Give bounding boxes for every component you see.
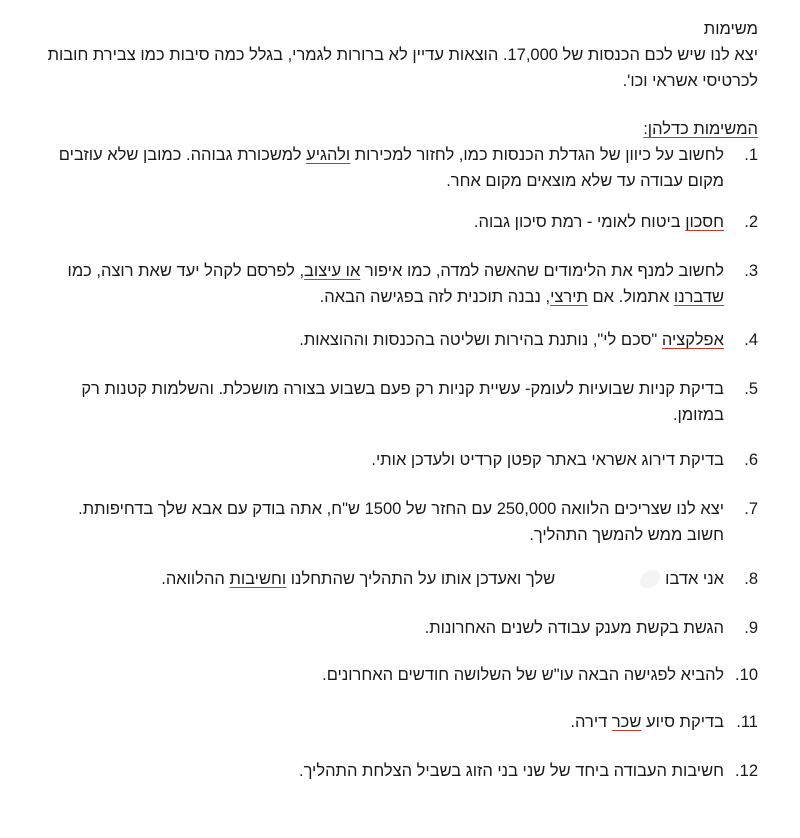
item-text-underlined: או עיצוב [304,262,361,280]
item-text: להביא לפגישה הבאה עו"ש של השלושה חודשים האחרונים. [322,666,724,684]
item-text: חשיבות העבודה ביחד של שני בני הזוג בשביל הצלחת התהליך. [298,762,724,780]
item-text-underlined: ולהגיע [306,146,351,164]
document-heading: משימות [703,20,758,38]
item-text [38,209,724,235]
item-number: 4. [744,331,758,349]
list-item [38,709,758,735]
item-text-part: למשכורת גבוהה. כמובן שלא עוזבים מקום עבודה עד שלא מוצאים מקום אחר. [58,146,724,190]
item-text-underlined: אפלקציה [661,331,724,349]
list-item [38,615,758,641]
text-gap [555,566,665,592]
item-text: יצא לנו שצריכים הלוואה 250,000 עם החזר של 1500 ש"ח, אתה בודק עם אבא שלך בדחיפותת. חשוב ממש להמשך התהליך. [78,500,724,544]
item-text: הגשת בקשת מענק עבודה לשנים האחרונות. [424,619,724,637]
item-text-part: לחשוב למנף את הלימודים שהאשה למדה, כמו איפור [360,262,724,280]
item-text-part: שלך ואעדכן אותו על התהליך שהתחלנו [286,570,556,588]
item-text-part: , לפרסם לקהל יעד שאת רוצה, כמו [67,262,305,280]
item-text [38,327,724,353]
item-text: בדיקת דירוג אשראי באתר קפטן קרדיט ולעדכן אותי. [371,451,724,469]
item-number: 3. [744,262,758,280]
item-text [38,142,724,194]
item-text-underlined: שדברנו [673,288,724,306]
item-number: 2. [744,213,758,231]
item-text-part: אני אדבו [665,570,724,588]
item-text-underlined: תירצי [550,288,588,306]
item-text-part: דירה. [570,713,612,731]
item-text-part: לחשוב על כיוון של הגדלת הכנסות כמו, לחזור למכירות [350,146,724,164]
list-item [38,327,758,353]
item-number: 1. [744,146,758,164]
item-text: בדיקת קניות שבועיות לעומק- עשיית קניות רק פעם בשבוע בצורה מושכלת. והשלמות קטנות רק במזומן. [81,380,724,424]
list-item [38,662,758,688]
item-text-part: "סכם לי", נותנת בהירות ושליטה בהכנסות וההוצאות. [299,331,662,349]
tasks-label-text: המשימות כדלהן: [643,120,758,138]
list-item [38,376,758,428]
item-text-part: ההלוואה. [161,570,230,588]
smudge-mark [635,569,665,591]
list-item [38,566,758,592]
item-number: 5. [744,380,758,398]
item-number: 6. [744,451,758,469]
item-text-underlined: וחשיבות [229,570,287,588]
item-number: 8. [744,570,758,588]
list-item [38,447,758,473]
item-number: 7. [744,500,758,518]
tasks-label [38,116,758,142]
intro-text: יצא לנו שיש לכם הכנסות של 17,000. הוצאות עדיין לא ברורות לגמרי, בגלל כמה סיבות כמו צבירת חובות לכרטיסי אשראי וכו'. [47,46,758,90]
item-text [38,258,724,310]
intro-paragraph [38,42,758,94]
item-text [38,709,724,735]
list-item [38,142,758,194]
item-text-part: אתמול. אם [587,288,674,306]
item-text-part: בדיקת סיוע [641,713,724,731]
item-number: 9. [744,619,758,637]
list-item [38,758,758,784]
item-text-part: ביטוח לאומי - רמת סיכון גבוה. [473,213,686,231]
item-text [38,566,724,592]
list-item [38,258,758,310]
list-item [38,496,758,548]
item-text-underlined: חסכון [685,213,724,231]
item-number: 11. [736,713,758,731]
item-number: 10. [735,666,758,684]
list-item [38,209,758,235]
item-number: 12. [735,762,758,780]
item-text-underlined: שכר [611,713,642,731]
item-text-part: , נבנה תוכנית לזה בפגישה הבאה. [319,288,551,306]
